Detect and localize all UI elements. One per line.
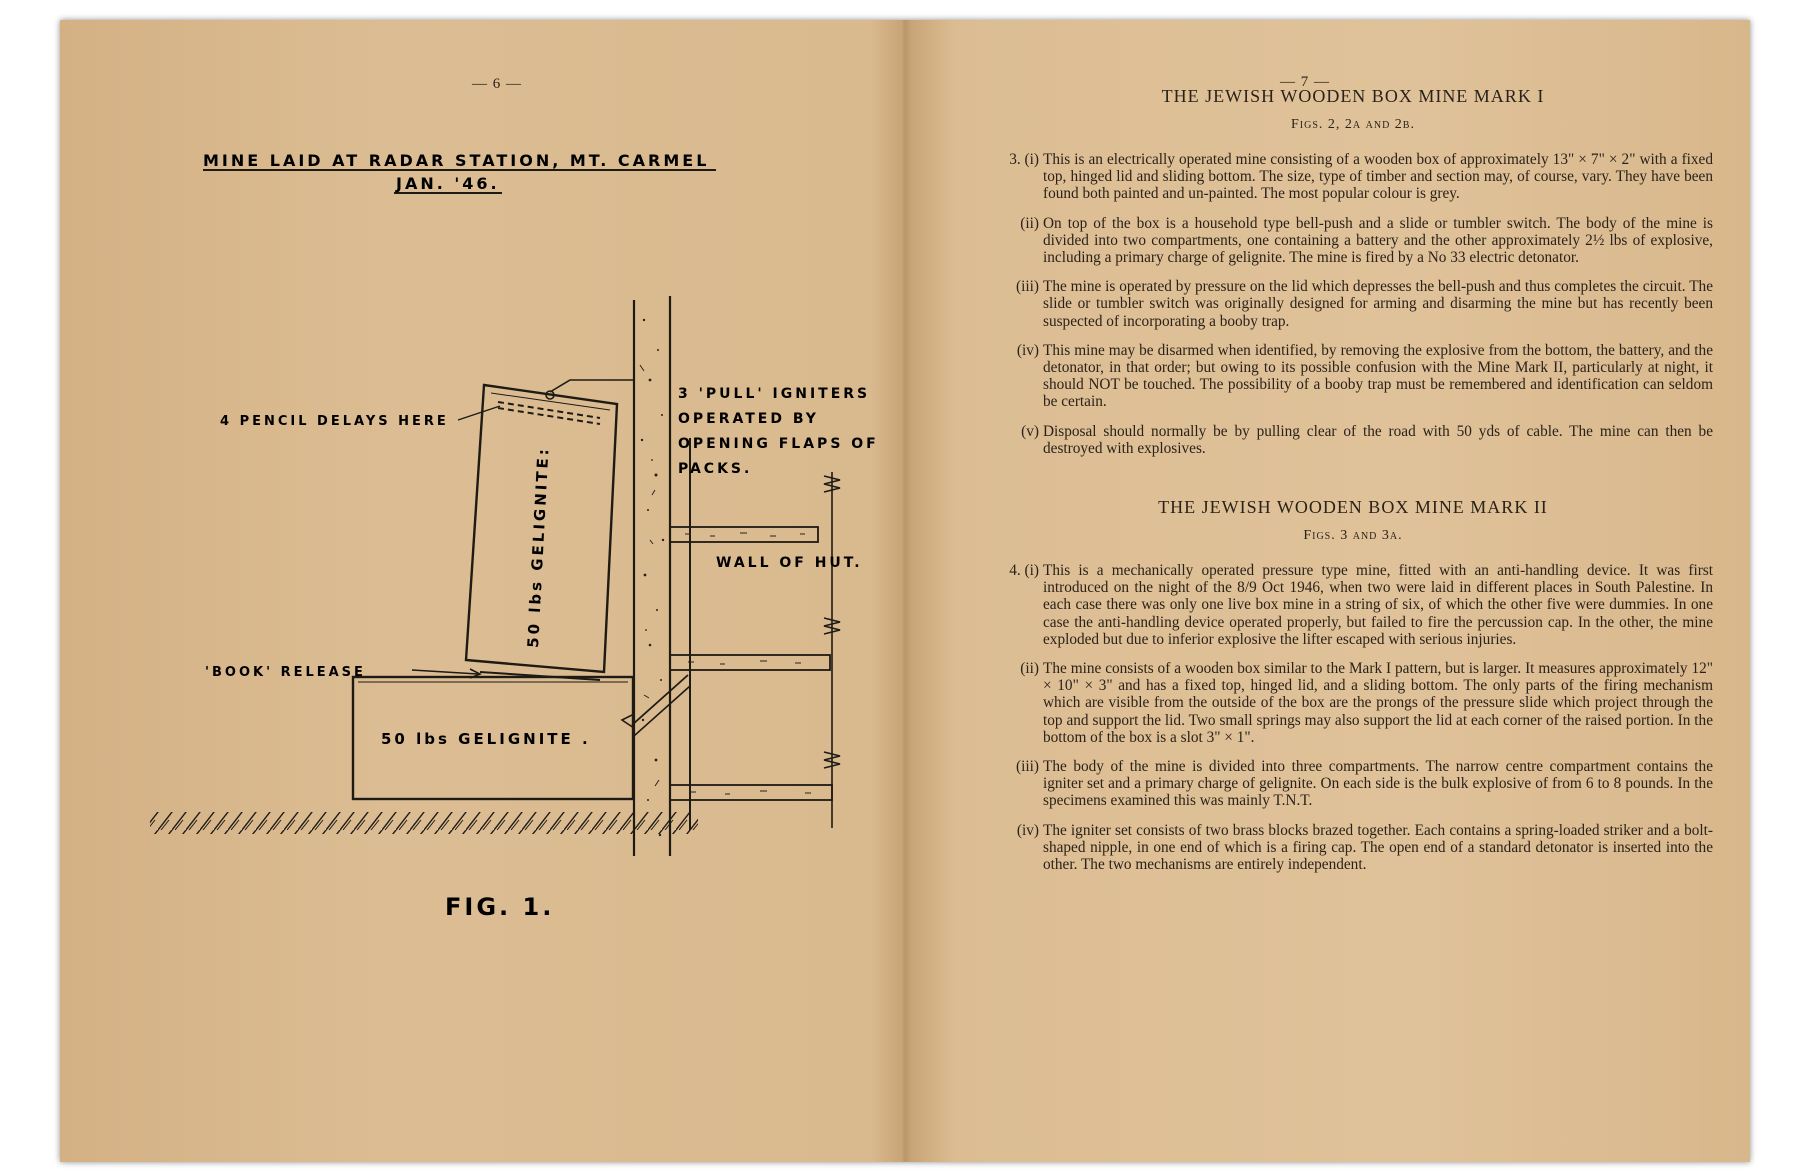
text-column [993, 86, 1713, 885]
page-number-left: — 6 — [472, 76, 522, 92]
paragraph-4-iii: (iii) The body of the mine is divided into three compartments. The narrow centre compartment contains the igniter set and a primary charge of gelignite. On each side is the bulk explosive of from 6 to 8 pounds. In the specimens examined this was mainly T.N.T. [1016, 758, 1713, 810]
figure-title-line1: MINE LAID AT RADAR STATION, MT. CARMEL [203, 151, 710, 170]
label-igniters-2: OPERATED BY [678, 411, 819, 427]
paragraph-3-iii: (iii) The mine is operated by pressure on the lid which depresses the bell-push and thus completes the circuit. The slide or tumbler switch was originally designed for arming and disarming the mine but has recently been suspected of incorporating a booby trap. [1016, 278, 1713, 330]
label-upper-gelignite: 50 lbs GELIGNITE: [524, 445, 553, 649]
label-pencil-delays: 4 PENCIL DELAYS HERE [220, 414, 449, 429]
section-title-mark-1: THE JEWISH WOODEN BOX MINE MARK I [1161, 86, 1545, 106]
page-number-right: — 7 — [1280, 74, 1330, 90]
hut-wall [634, 296, 670, 856]
label-igniters-3: OPENING FLAPS OF [678, 436, 879, 452]
figure-caption: FIG. 1. [445, 893, 555, 921]
paragraph-3-i: 3. (i) This is an electrically operated mine consisting of a wooden box of approximately 13" × 7" × 2" with a fixed top, hinged lid and sliding bottom. The size, type of timber and section may, of course, vary. They have been found both painted and un-painted. The most popular colour is grey. [1009, 151, 1713, 203]
left-page [60, 20, 905, 1162]
figs-ref-mark-1: Figs. 2, 2a and 2b. [1291, 117, 1415, 132]
paragraph-3-iv: (iv) This mine may be disarmed when identified, by removing the explosive from the bottom, the battery, and the detonator, in that order; but owing to its possible confusion with the Mine Mark II, particularly at night, it should NOT be touched. The possibility of a booby trap must be remembered and identification can seldom be certain. [1016, 341, 1713, 411]
section-title-mark-2: THE JEWISH WOODEN BOX MINE MARK II [1158, 497, 1548, 518]
label-book-release: 'BOOK' RELEASE [205, 665, 366, 680]
label-igniters-1: 3 'PULL' IGNITERS [678, 386, 871, 402]
figure-title-line2: JAN. '46. [396, 174, 500, 193]
paragraph-3-ii: (ii) On top of the box is a household type bell-push and a slide or tumbler switch. The body of the mine is divided into two compartments, one containing a battery and the other approximately 2½ lbs of explosive, including a primary charge of gelignite. The mine is fired by a No 33 electric detonator. [1020, 214, 1713, 267]
paragraph-4-i: 4. (i) This is a mechanically operated pressure type mine, fitted with an anti-handling device. It was first introduced on the night of the 8/9 Oct 1946, when two were laid in different places in South Palestine. In each case there was only one live box mine in a string of six, of which the other five were dummies. In one case the anti-handling device operated properly, but failed to fire the percussion cap. In the other, the mine exploded but due to inferior explosive the lifter escaped with serious injuries. [1009, 562, 1713, 648]
label-lower-gelignite: 50 lbs GELIGNITE . [381, 730, 591, 748]
label-wall-of-hut: WALL OF HUT. [716, 555, 863, 571]
paragraph-4-ii: (ii) The mine consists of a wooden box similar to the Mark I pattern, but is larger. It measures approximately 12" × 10" × 3" and has a fixed top, hinged lid, and a sliding bottom. The only parts of the firing mechanism which are visible from the outside of the box are the prongs of the pressure slide which project through the top and support the lid. Two small springs may also support the lid at each corner of the raised portion. In the bottom of the box is a slot 3" × 1". [1020, 660, 1713, 746]
paragraph-4-iv: (iv) The igniter set consists of two brass blocks brazed together. Each contains a spring-loaded striker and a bolt-shaped nipple, in one end of which is a firing cap. The open end of a standard detonator is inserted into the other. The two mechanisms are entirely independent. [1016, 821, 1713, 874]
figure-1-diagram [60, 20, 905, 1162]
label-igniters-4: PACKS. [678, 461, 753, 477]
figs-ref-mark-2: Figs. 3 and 3a. [1303, 528, 1403, 544]
wall-dimension-line [824, 472, 840, 828]
ground-hatching [150, 812, 698, 834]
right-page [905, 20, 1750, 1162]
booklet-spread [60, 20, 1750, 1162]
paragraph-3-v: (v) Disposal should normally be by pulling clear of the road with 50 yds of cable. The mine can then be destroyed with explosives. [1021, 422, 1713, 457]
